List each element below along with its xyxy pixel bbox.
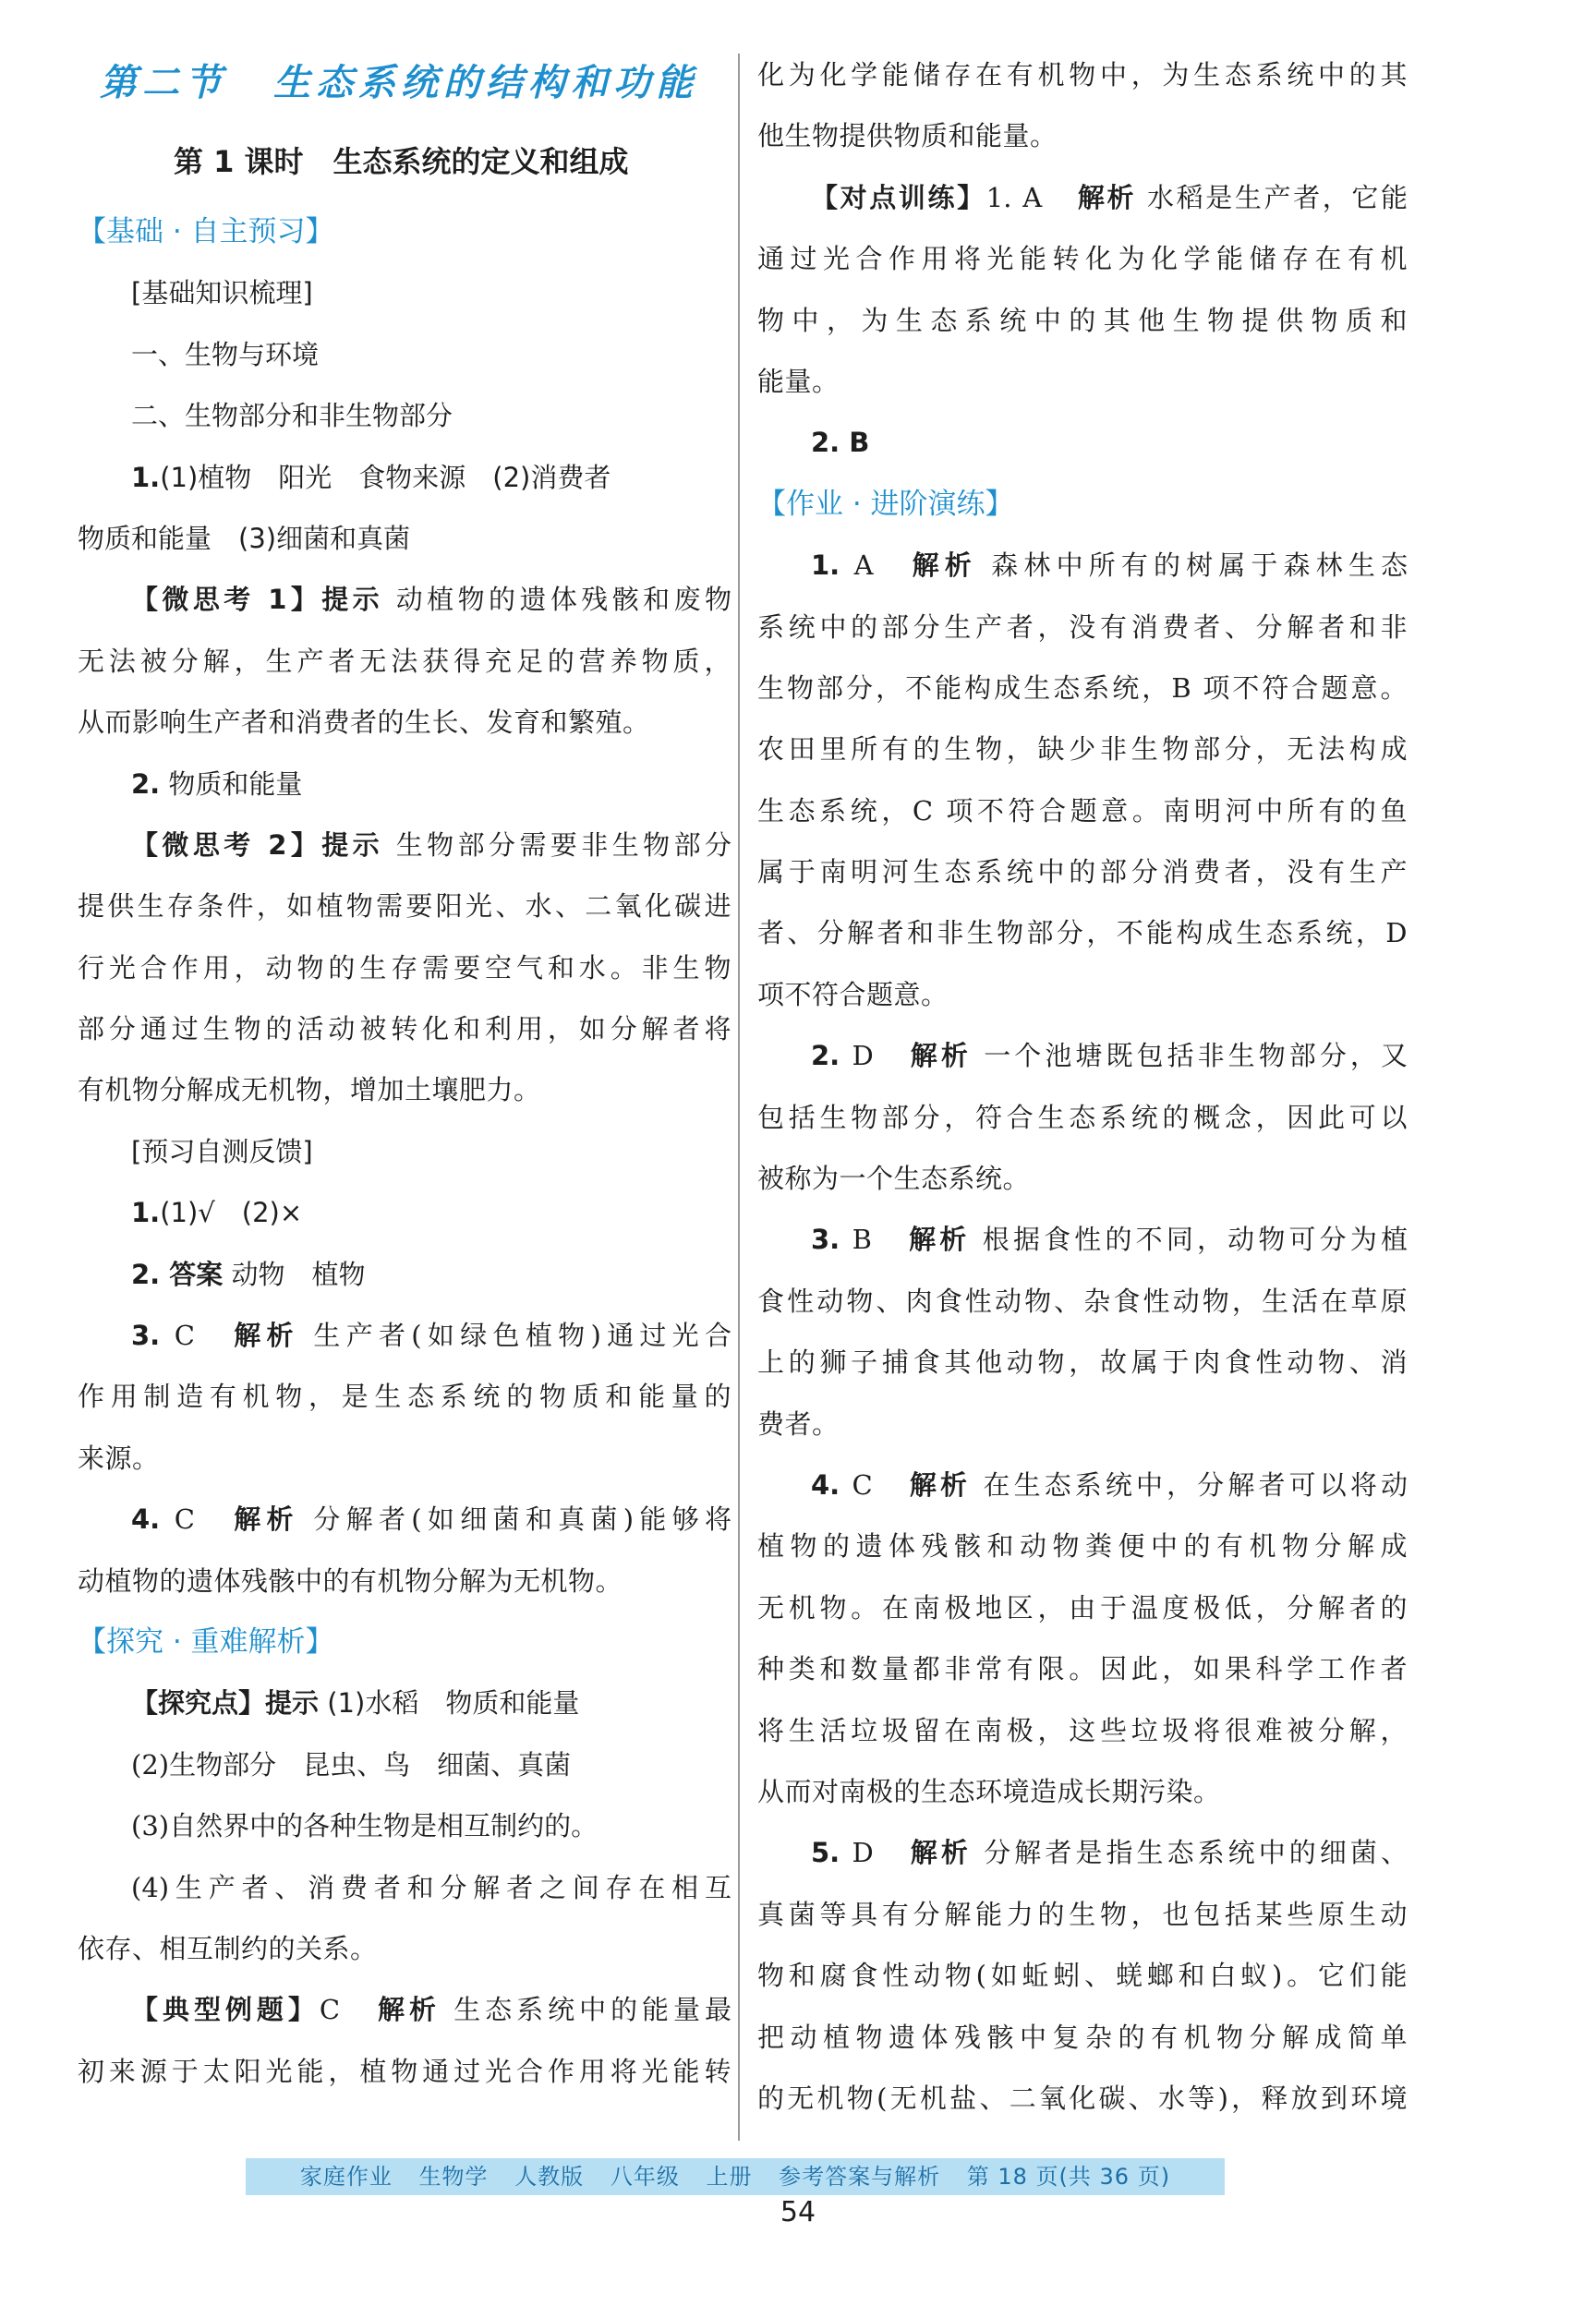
think-tag: 【微思考 1】提示 [131,584,384,616]
text-line: 作用制造有机物，是生态系统的物质和能量的 [78,1381,732,1413]
text-line: 来源。 [78,1442,160,1474]
choice-answer: C [319,1994,341,2026]
text-line: 生物部分，不能构成生态系统，B 项不符合题意。 [757,671,1408,704]
choice-answer: D [852,1040,874,1072]
item-number: 1. [131,461,161,493]
footer-item: 八年级 [610,2164,680,2190]
text-line: 他生物提供物质和能量。 [757,120,1058,152]
answer-line [78,447,732,508]
answer-text: (1)水稻 物质和能量 [319,1687,580,1720]
text-line: 物中，为生态系统中的其他生物提供物质和 [757,304,1408,336]
answer-line [78,754,732,815]
footer-item: 家庭作业 [299,2164,393,2190]
answer-line: 2. B [811,427,870,459]
answer-tag: 答案 [160,1258,224,1290]
item-number: 4. [131,1503,161,1536]
text-line: 把动植物遗体残骸中复杂的有机物分解成简单 [757,2021,1408,2053]
heading-homework: 【作业 · 进阶演练】 [757,487,1014,521]
item-number: 5. [811,1837,840,1869]
answer-text: 水稻是生产者，它能 [1136,181,1408,213]
text-line: 提供生存条件，如植物需要阳光、水、二氧化碳进 [78,890,732,923]
answer-text: 分解者(如细菌和真菌)能够将 [298,1503,732,1536]
answer-line [757,167,1408,228]
item-number: 1. [811,549,840,582]
answer-line [78,1979,732,2040]
text-line: 生态系统，C 项不符合题意。南明河中所有的鱼 [757,794,1408,827]
text-line: 系统中的部分生产者，没有消费者、分解者和非 [757,610,1408,643]
text-line: 无法被分解，生产者无法获得充足的营养物质， [78,645,732,677]
text-line: 费者。 [757,1407,840,1440]
answer-line [757,1455,1408,1515]
text-line: (2)生物部分 昆虫、鸟 细菌、真菌 [131,1748,572,1781]
answer-line [757,1025,1408,1086]
answer-text: 生态系统中的能量最 [441,1994,732,2026]
answer-text: 生物部分需要非生物部分 [383,828,732,861]
footer-item: 生物学 [418,2164,489,2190]
answer-line [78,1305,732,1366]
page-number: 54 [780,2196,816,2228]
answer-line [757,535,1408,596]
section-title [78,44,732,122]
practice-tag: 【对点训练】 [811,181,986,213]
left-column [78,44,732,2102]
text-line: 植物的遗体残骸和动物粪便中的有机物分解成 [757,1530,1408,1563]
choice-answer: C [174,1503,195,1536]
item-number: 2. [811,1040,840,1072]
text-line: 行光合作用，动物的生存需要空气和水。非生物 [78,951,732,984]
heading-explore: 【探究 · 重难解析】 [78,1624,334,1659]
answer-text: 在生态系统中，分解者可以将动 [971,1468,1408,1501]
text-line: 属于南明河生态系统中的部分消费者，没有生产 [757,856,1408,888]
text-line: 从而对南极的生态环境造成长期污染。 [757,1775,1221,1807]
text-line: 有机物分解成无机物，增加土壤肥力。 [78,1074,541,1106]
text-line: 一、生物与环境 [131,338,320,370]
heading-knowledge: [基础知识梳理] [131,277,313,309]
answer-text: 分解者是指生态系统中的细菌、 [971,1837,1408,1869]
text-line: (3)自然界中的各种生物是相互制约的。 [131,1810,598,1842]
analysis-tag: 解析 [906,549,977,582]
footer-item: 人教版 [514,2164,585,2190]
answer-line [78,569,732,630]
section-number: 第二节 [100,61,227,104]
text-line: 种类和数量都非常有限。因此，如果科学工作者 [757,1653,1408,1685]
choice-answer: B [852,1224,872,1256]
analysis-tag: 解析 [905,1468,972,1501]
analysis-tag: 解析 [373,1994,441,2026]
answer-line [78,1182,732,1243]
text-line: 被称为一个生态系统。 [757,1163,1031,1195]
text-line: 化为化学能储存在有机物中，为生态系统中的其 [757,59,1408,91]
answer-line [78,1489,732,1550]
explore-tag: 【探究点】提示 [131,1687,320,1720]
footer-item: 第 18 页(共 36 页) [966,2164,1171,2190]
item-number: 3. [131,1320,161,1352]
item-number: 2. [131,767,161,800]
text-line: 通过光合作用将光能转化为化学能储存在有机 [757,243,1408,275]
text-line: 二、生物部分和非生物部分 [131,400,453,432]
text-line: 将生活垃圾留在南极，这些垃圾将很难被分解， [757,1714,1408,1746]
text-line: 的无机物(无机盐、二氧化碳、水等)，释放到环境 [757,2082,1408,2114]
text-line: 从而影响生产者和消费者的生长、发育和繁殖。 [78,706,650,739]
column-divider [738,54,740,2141]
answer-text: (1)植物 阳光 食物来源 (2)消费者 [160,461,611,493]
choice-answer: 1. A [985,181,1043,213]
answer-text: (1)√ (2)× [160,1197,303,1229]
heading-feedback: [预习自测反馈] [131,1135,313,1167]
answer-line [757,1822,1408,1883]
choice-answer: C [174,1320,195,1352]
analysis-tag: 解析 [227,1503,299,1536]
text-line: 项不符合题意。 [757,978,949,1010]
analysis-tag: 解析 [227,1320,299,1352]
text-line: 物质和能量 (3)细菌和真菌 [78,522,411,554]
text-line: 初来源于太阳光能，植物通过光合作用将光能转 [78,2055,732,2087]
item-number: 2. [131,1258,161,1290]
text-line: 农田里所有的生物，缺少非生物部分，无法构成 [757,733,1408,766]
item-number: 4. [811,1468,840,1501]
answer-text: 根据食性的不同，动物可分为植 [970,1224,1408,1256]
answer-text: 动植物的遗体残骸和废物 [383,584,732,616]
text-line: (4)生产者、消费者和分解者之间存在相互 [131,1871,732,1903]
item-number: 3. [811,1224,840,1256]
answer-text: 森林中所有的树属于森林生态 [976,549,1408,582]
text-line: 能量。 [757,365,840,397]
answer-line [78,1672,732,1733]
choice-answer: D [852,1837,874,1869]
text-line: 动植物的遗体残骸中的有机物分解为无机物。 [78,1564,623,1597]
analysis-tag: 解析 [1075,181,1137,213]
example-tag: 【典型例题】 [131,1994,320,2026]
choice-answer: C [852,1468,873,1501]
answer-text: 一个池塘既包括非生物部分，又 [971,1040,1408,1072]
text-line: 依存、相互制约的关系。 [78,1932,378,1964]
answer-text: 动物 植物 [223,1258,366,1290]
footer-item: 上册 [706,2164,753,2190]
footer-bar [246,2158,1225,2195]
think-tag: 【微思考 2】提示 [131,828,384,861]
text-line: 食性动物、肉食性动物、杂食性动物，生活在草原 [757,1285,1408,1317]
text-line: 者、分解者和非生物部分，不能构成生态系统，D [757,917,1408,949]
text-line: 包括生物部分，符合生态系统的概念，因此可以 [757,1101,1408,1133]
section-name: 生态系统的结构和功能 [273,61,698,104]
answer-line [78,815,732,875]
text-line: 无机物。在南极地区，由于温度极低，分解者的 [757,1591,1408,1624]
lesson-title: 第 1 课时 生态系统的定义和组成 [174,144,629,179]
answer-line [757,1209,1408,1270]
heading-preview: 【基础 · 自主预习】 [78,215,334,248]
analysis-tag: 解析 [906,1837,972,1869]
answer-text: 物质和能量 [160,767,303,800]
text-line: 部分通过生物的活动被转化和利用，如分解者将 [78,1013,732,1045]
item-number: 1. [131,1197,161,1229]
analysis-tag: 解析 [904,1224,971,1256]
answer-text: 生产者(如绿色植物)通过光合 [298,1320,732,1352]
choice-answer: A [853,549,874,582]
text-line: 真菌等具有分解能力的生物，也包括某些原生动 [757,1898,1408,1930]
text-line: 上的狮子捕食其他动物，故属于肉食性动物、消 [757,1346,1408,1379]
text-line: 物和腐食性动物(如蚯蚓、蜣螂和白蚁)。它们能 [757,1960,1408,1992]
answer-line [78,1244,732,1305]
footer-item: 参考答案与解析 [779,2164,941,2190]
analysis-tag: 解析 [906,1040,972,1072]
right-column [757,44,1408,2129]
